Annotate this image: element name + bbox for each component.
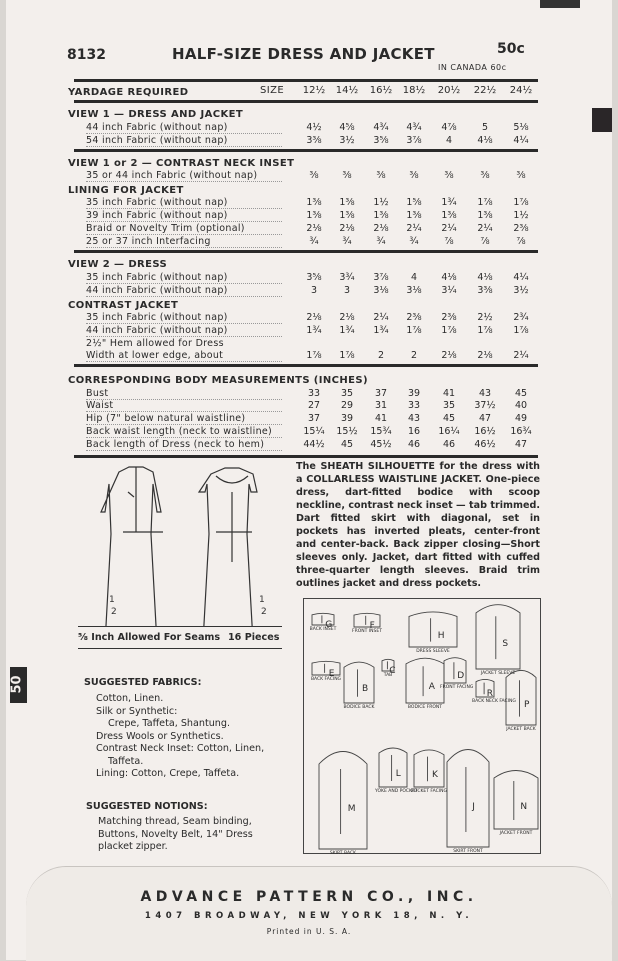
cell-value: 3⅝: [373, 135, 389, 146]
cell-value: 1¾: [373, 325, 389, 336]
cell-value: 4: [410, 272, 418, 283]
cell-value: ⅜: [480, 170, 490, 181]
piece-name: FRONT FACING: [440, 685, 474, 690]
cell-value: 29: [340, 400, 354, 411]
cell-value: 3⅝: [306, 272, 322, 283]
cell-value: 16¾: [510, 426, 532, 437]
cell-value: 1½: [513, 210, 529, 221]
cell-value: 2⅛: [339, 312, 355, 323]
row-label: 44 inch Fabric (without nap): [86, 122, 282, 134]
row-label: Bust: [86, 388, 282, 400]
cell-value: ⅞: [480, 236, 490, 247]
company-name: ADVANCE PATTERN CO., INC.: [140, 889, 478, 905]
cell-value: ⅜: [376, 170, 386, 181]
fabrics-title: SUGGESTED FABRICS:: [84, 677, 202, 688]
cell-value: 1¾: [441, 197, 457, 208]
row-label: 35 inch Fabric (without nap): [86, 272, 282, 284]
cell-value: 15¼: [303, 426, 325, 437]
cell-value: 2⅜: [513, 223, 529, 234]
cell-value: 31: [374, 400, 388, 411]
piece-name: YOKE AND POCKET: [375, 789, 418, 794]
cell-value: 1⅞: [339, 350, 355, 361]
cell-value: 4¾: [373, 122, 389, 133]
cell-value: 45: [442, 413, 456, 424]
cell-value: 2⅛: [339, 223, 355, 234]
cell-value: 3¼: [441, 285, 457, 296]
cell-value: 2: [410, 350, 418, 361]
piece-letter: R: [486, 688, 494, 699]
pattern-number: 8132: [67, 47, 106, 63]
cell-value: 1⅜: [373, 210, 389, 221]
row-label: 25 or 37 inch Interfacing: [86, 236, 282, 248]
piece-name: TAB: [383, 673, 393, 678]
piece-name: SKIRT FRONT: [453, 849, 483, 854]
cell-value: 4½: [306, 122, 322, 133]
piece-name: SKIRT BACK: [329, 851, 357, 856]
cell-value: 16¼: [438, 426, 460, 437]
cell-value: 15¾: [370, 426, 392, 437]
cell-value: 3: [310, 285, 318, 296]
cell-value: 39: [340, 413, 354, 424]
size-column-header: 14½: [335, 85, 359, 96]
cell-value: 46: [407, 439, 421, 450]
pattern-piece-outline: [319, 752, 367, 850]
pattern-piece-outline: [447, 750, 489, 848]
cell-value: 35: [442, 400, 456, 411]
cell-value: 4⅞: [441, 122, 457, 133]
pattern-piece-outline: [344, 662, 374, 703]
row-label: 35 inch Fabric (without nap): [86, 197, 282, 209]
cell-value: ¾: [409, 236, 419, 247]
cell-value: 1⅜: [477, 210, 493, 221]
piece-letter: C: [389, 665, 396, 676]
piece-name: JACKET BACK: [506, 727, 536, 732]
cell-value: 46: [442, 439, 456, 450]
size-column-header: 18½: [402, 85, 426, 96]
piece-letter: B: [362, 684, 369, 695]
notions-list: [98, 816, 253, 854]
piece-name: JACKET FRONT: [499, 831, 533, 836]
size-label: SIZE: [260, 85, 285, 96]
cell-value: 16½: [474, 426, 496, 437]
cell-value: 4⅝: [339, 122, 355, 133]
pattern-piece-outline: [494, 771, 538, 830]
cell-value: 2⅜: [441, 312, 457, 323]
list-line: Taffeta.: [108, 755, 144, 767]
cell-value: 1⅞: [441, 325, 457, 336]
pattern-title: HALF-SIZE DRESS AND JACKET: [172, 45, 435, 63]
row-label: Back waist length (neck to waistline): [86, 426, 282, 438]
cell-value: 1¾: [339, 325, 355, 336]
cell-value: 15½: [336, 426, 358, 437]
cell-value: 4⅛: [477, 135, 493, 146]
view-label: 1: [109, 595, 115, 605]
cell-value: 3¾: [339, 272, 355, 283]
cell-value: 41: [374, 413, 388, 424]
piece-name: JACKET SLEEVE: [480, 671, 516, 676]
piece-name: BODICE BACK: [343, 705, 375, 710]
list-line: placket zipper.: [98, 841, 168, 852]
piece-count: 16 Pieces: [228, 632, 280, 643]
cell-value: 3: [343, 285, 351, 296]
fabrics-list: [96, 693, 264, 781]
cell-value: 3⅛: [406, 285, 422, 296]
cell-value: 1⅜: [339, 197, 355, 208]
list-line: Crepe, Taffeta, Shantung.: [108, 718, 231, 729]
cell-value: ⅞: [516, 236, 526, 247]
cell-value: 45: [340, 439, 354, 450]
cell-value: 2⅛: [306, 223, 322, 234]
piece-letter: A: [428, 682, 435, 693]
cell-value: ⅜: [444, 170, 454, 181]
cell-value: 43: [478, 388, 492, 399]
piece-name: POCKET FACING: [411, 789, 447, 794]
section-title: LINING FOR JACKET: [68, 185, 184, 196]
cell-value: 2¼: [406, 223, 422, 234]
pattern-piece-outline: [476, 605, 520, 669]
cell-value: 3⅜: [477, 285, 493, 296]
cell-value: 35: [340, 388, 354, 399]
cell-value: 4: [445, 135, 453, 146]
cell-value: 2¼: [373, 312, 389, 323]
piece-name: BACK NECK FACING: [472, 699, 516, 704]
cell-value: 4¾: [406, 122, 422, 133]
list-line: Cotton, Linen.: [96, 693, 164, 704]
svg-text:2: 2: [261, 607, 267, 617]
row-label: 2½" Hem allowed for Dress: [86, 338, 224, 349]
section-title: VIEW 1 — DRESS AND JACKET: [68, 109, 244, 120]
row-label: 35 or 44 inch Fabric (without nap): [86, 170, 282, 182]
pattern-pieces-diagram: [303, 598, 541, 854]
cell-value: 1¾: [306, 325, 322, 336]
canada-price: IN CANADA 60c: [438, 63, 507, 72]
divider: [74, 364, 538, 367]
cell-value: 37½: [474, 400, 496, 411]
piece-letter: F: [369, 620, 375, 631]
cell-value: 47: [514, 439, 528, 450]
row-label: Braid or Novelty Trim (optional): [86, 223, 282, 235]
cell-value: 1⅞: [513, 325, 529, 336]
section-title: VIEW 2 — DRESS: [68, 259, 168, 270]
cell-value: 2⅛: [373, 223, 389, 234]
cell-value: 1½: [373, 197, 389, 208]
piece-name: BACK INSET: [309, 627, 337, 632]
divider: [74, 250, 538, 253]
cell-value: ⅜: [309, 170, 319, 181]
cell-value: 2¼: [441, 223, 457, 234]
pattern-piece-outline: [312, 661, 340, 675]
cell-value: 16: [407, 426, 421, 437]
pattern-piece-outline: [409, 612, 457, 647]
cell-value: 2½: [477, 312, 493, 323]
pattern-piece-outline: [406, 658, 444, 703]
cell-value: 37: [307, 413, 321, 424]
cell-value: ⅜: [342, 170, 352, 181]
side-size-tab: 50: [10, 667, 27, 703]
piece-letter: E: [328, 668, 335, 679]
cell-value: 1⅜: [306, 197, 322, 208]
piece-letter: G: [325, 619, 333, 630]
list-line: Lining: Cotton, Crepe, Taffeta.: [96, 768, 240, 779]
cell-value: 2¾: [513, 312, 529, 323]
divider: [78, 648, 282, 649]
cell-value: 2⅛: [441, 350, 457, 361]
row-label: Hip (7" below natural waistline): [86, 413, 282, 425]
cell-value: 1⅜: [306, 210, 322, 221]
cell-value: 1⅞: [513, 197, 529, 208]
cell-value: 3⅜: [306, 135, 322, 146]
cell-value: 1⅝: [406, 197, 422, 208]
divider: [74, 455, 538, 458]
cell-value: 5: [481, 122, 489, 133]
list-line: Silk or Synthetic:: [96, 705, 178, 717]
cell-value: 47: [478, 413, 492, 424]
cell-value: 3½: [339, 135, 355, 146]
divider: [78, 626, 282, 627]
row-label: Width at lower edge, about: [86, 350, 282, 362]
row-label: 54 inch Fabric (without nap): [86, 135, 282, 147]
cell-value: 5⅛: [513, 122, 529, 133]
cell-value: ⅜: [409, 170, 419, 181]
top-tab: [540, 0, 580, 8]
list-line: Contrast Neck Inset: Cotton, Linen,: [96, 743, 265, 754]
row-label: 44 inch Fabric (without nap): [86, 285, 282, 297]
price: 50c: [497, 41, 525, 57]
pattern-piece-outline: [379, 748, 407, 787]
seam-allowance: ⅝ Inch Allowed For Seams: [78, 632, 221, 643]
divider: [74, 100, 538, 103]
section-title: VIEW 1 or 2 — CONTRAST NECK INSET: [68, 158, 295, 169]
size-column-header: 24½: [509, 85, 533, 96]
pattern-piece-outline: [354, 613, 380, 627]
cell-value: ¾: [376, 236, 386, 247]
cell-value: 4⅛: [441, 272, 457, 283]
yardage-label: YARDAGE REQUIRED: [68, 87, 189, 98]
divider: [74, 149, 538, 152]
cell-value: 45: [514, 388, 528, 399]
piece-name: BODICE FRONT: [407, 705, 443, 710]
cell-value: 33: [407, 400, 421, 411]
company-address: 1407 BROADWAY, NEW YORK 18, N. Y.: [144, 911, 474, 921]
dress-jacket-illustration: [91, 462, 291, 627]
svg-text:2: 2: [111, 607, 117, 617]
size-column-header: 22½: [473, 85, 497, 96]
cell-value: 4¼: [513, 272, 529, 283]
piece-letter: M: [347, 804, 356, 814]
list-line: Matching thread, Seam binding,: [98, 816, 252, 827]
envelope-flap: [26, 866, 612, 961]
row-label: 35 inch Fabric (without nap): [86, 312, 282, 324]
cell-value: 3½: [513, 285, 529, 296]
section-title: CONTRAST JACKET: [68, 300, 179, 311]
printed-in: Printed in U. S. A.: [266, 927, 352, 936]
cell-value: 49: [514, 413, 528, 424]
row-label: 44 inch Fabric (without nap): [86, 325, 282, 337]
cell-value: 1⅜: [339, 210, 355, 221]
piece-letter: S: [502, 639, 509, 650]
size-column-header: 20½: [437, 85, 461, 96]
piece-letter: J: [472, 802, 475, 812]
piece-letter: P: [524, 699, 530, 710]
list-line: Buttons, Novelty Belt, 14" Dress: [98, 828, 253, 840]
cell-value: ¾: [309, 236, 319, 247]
cell-value: 1⅞: [477, 325, 493, 336]
cell-value: 37: [374, 388, 388, 399]
cell-value: 27: [307, 400, 321, 411]
piece-name: BACK FACING: [310, 677, 342, 682]
cell-value: 1⅜: [441, 210, 457, 221]
size-column-header: 16½: [369, 85, 393, 96]
piece-letter: K: [432, 769, 438, 780]
section-title: CORRESPONDING BODY MEASUREMENTS (INCHES): [68, 375, 368, 386]
cell-value: 39: [407, 388, 421, 399]
size-column-header: 12½: [302, 85, 326, 96]
piece-name: FRONT INSET: [352, 629, 382, 634]
piece-name: DRESS SLEEVE: [416, 649, 450, 654]
cell-value: 3⅛: [373, 285, 389, 296]
cell-value: 44½: [303, 439, 325, 450]
cell-value: 1⅞: [406, 325, 422, 336]
cell-value: 2⅛: [477, 350, 493, 361]
cell-value: 41: [442, 388, 456, 399]
cell-value: 2¼: [513, 350, 529, 361]
cell-value: ⅞: [444, 236, 454, 247]
cell-value: 40: [514, 400, 528, 411]
pattern-envelope-back: [6, 0, 612, 960]
cell-value: 2¼: [477, 223, 493, 234]
piece-letter: D: [457, 671, 465, 682]
pattern-piece-outline: [506, 670, 536, 725]
row-label: 39 inch Fabric (without nap): [86, 210, 282, 222]
cell-value: 33: [307, 388, 321, 399]
row-label: Back length of Dress (neck to hem): [86, 439, 282, 451]
description: The SHEATH SILHOUETTE for the dress with a COLLARLESS WAISTLINE JACKET. One-piece dress, dart-fitted bodice with scoop neckline, contrast neck inset — tab trimmed. Dart fitted skirt with diagonal, set in pockets has inverted pleats, center-front and center-back. Back zipper closing—Short sleeves only. Jacket, dart fitted with cuffed three-quarter length sleeves. Braid trim outlines jacket and dress pockets.: [296, 461, 540, 589]
cell-value: 3⅞: [406, 135, 422, 146]
cell-value: 2⅜: [406, 312, 422, 323]
cell-value: 45½: [370, 439, 392, 450]
cell-value: 1⅜: [406, 210, 422, 221]
cell-value: 3⅞: [373, 272, 389, 283]
corner-tab-mark: [592, 108, 612, 132]
cell-value: 43: [407, 413, 421, 424]
list-line: Dress Wools or Synthetics.: [96, 730, 224, 742]
cell-value: 4¼: [513, 135, 529, 146]
cell-value: 1⅞: [306, 350, 322, 361]
cell-value: 2: [377, 350, 385, 361]
cell-value: 1⅞: [477, 197, 493, 208]
divider: [74, 79, 538, 82]
pattern-piece-outline: [414, 750, 444, 787]
cell-value: 46½: [474, 439, 496, 450]
cell-value: 2⅛: [306, 312, 322, 323]
cell-value: ⅜: [516, 170, 526, 181]
piece-letter: L: [395, 769, 401, 779]
piece-letter: N: [520, 802, 528, 812]
notions-title: SUGGESTED NOTIONS:: [86, 801, 208, 812]
cell-value: 4⅛: [477, 272, 493, 283]
piece-letter: H: [437, 630, 445, 641]
cell-value: ¾: [342, 236, 352, 247]
row-label: Waist: [86, 400, 282, 412]
svg-text:1: 1: [259, 595, 265, 605]
